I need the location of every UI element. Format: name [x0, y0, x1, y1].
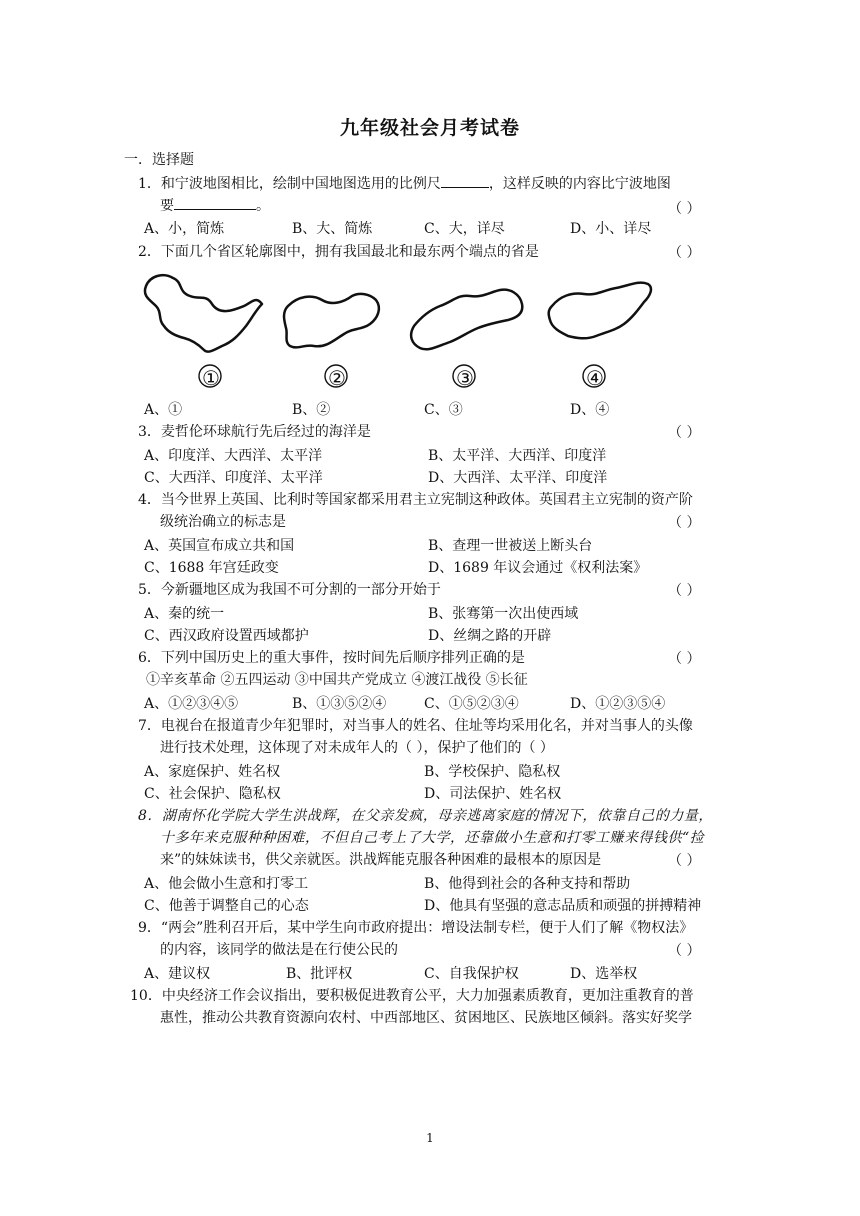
option-c: C、①⑤②③④: [424, 696, 519, 712]
option-d: D、选举权: [570, 966, 638, 982]
figure-label-4: ④: [586, 366, 604, 390]
province-outline-3: [411, 290, 522, 350]
question-10-line-2: 惠性，推动公共教育资源向农村、中西部地区、贫困地区、民族地区倾斜。落实好奖学: [160, 1010, 692, 1026]
answer-parentheses: （ ）: [668, 651, 701, 667]
option-b: B、批评权: [286, 966, 353, 982]
option-c: C、社会保护、隐私权: [144, 786, 281, 802]
answer-parentheses: （ ）: [668, 853, 701, 869]
question-9-line-2: 的内容，该同学的做法是在行使公民的: [160, 942, 398, 958]
question-6-stem: 6．下列中国历史上的重大事件，按时间先后顺序排列正确的是: [138, 650, 525, 666]
option-d: D、丝绸之路的开辟: [428, 628, 552, 644]
figure-label-3: ③: [456, 366, 474, 390]
question-5-stem: 5．今新疆地区成为我国不可分割的一部分开始于: [138, 582, 441, 598]
answer-blank: [441, 173, 489, 188]
question-3-stem: 3．麦哲伦环球航行先后经过的海洋是: [138, 424, 371, 440]
figure-label-1: ①: [202, 366, 220, 390]
answer-parentheses: （ ）: [668, 425, 701, 441]
option-c: C、他善于调整自己的心态: [144, 898, 309, 914]
option-a: A、印度洋、大西洋、太平洋: [144, 448, 323, 464]
question-8-line-3: 来”的妹妹读书，供父亲就医。洪战辉能克服各种困难的最根本的原因是: [160, 852, 602, 868]
option-d: D、④: [570, 402, 610, 418]
option-c: C、大西洋、印度洋、太平洋: [144, 470, 323, 486]
province-outline-1: [145, 275, 262, 351]
option-c: C、大，详尽: [424, 221, 505, 237]
question-10-line-1: 10．中央经济工作会议指出，要积极促进教育公平，大力加强素质教育，更加注重教育的普: [130, 988, 694, 1004]
question-6-events: ①辛亥革命 ②五四运动 ③中国共产党成立 ④渡江战役 ⑤长征: [146, 672, 528, 688]
option-d: D、1689 年议会通过《权利法案》: [428, 560, 648, 576]
answer-blank: [174, 195, 256, 210]
option-a: A、秦的统一: [144, 606, 225, 622]
option-b: B、大、简炼: [292, 221, 373, 237]
section-heading: 一．选择题: [124, 152, 194, 168]
answer-parentheses: （ ）: [668, 201, 701, 217]
option-a: A、他会做小生意和打零工: [144, 876, 309, 892]
answer-parentheses: （ ）: [668, 943, 701, 959]
option-a: A、英国宣布成立共和国: [144, 538, 295, 554]
option-b: B、他得到社会的各种支持和帮助: [424, 876, 631, 892]
option-b: B、②: [292, 402, 331, 418]
question-4-line-1: 4．当今世界上英国、比利时等国家都采用君主立宪制这种政体。英国君主立宪制的资产阶: [138, 492, 693, 508]
question-8-line-2: 十多年来克服种种困难，不但自己考上了大学，还靠做小生意和打零工赚来得钱供“捡: [160, 830, 705, 846]
answer-parentheses: （ ）: [668, 515, 701, 531]
option-b: B、学校保护、隐私权: [424, 764, 561, 780]
option-b: B、太平洋、大西洋、印度洋: [428, 448, 607, 464]
province-outline-4: [549, 283, 651, 339]
question-1-line-1: 1．和宁波地图相比，绘制中国地图选用的比例尺 ，这样反映的内容比宁波地图: [138, 173, 671, 194]
option-b: B、①③⑤②④: [292, 696, 387, 712]
question-2-stem: 2．下面几个省区轮廓图中，拥有我国最北和最东两个端点的省是: [138, 244, 539, 260]
answer-parentheses: （ ）: [668, 583, 701, 599]
question-1-line-2: 要 。: [160, 195, 270, 216]
option-a: A、①②③④⑤: [144, 696, 239, 712]
answer-parentheses: （ ）: [668, 245, 701, 261]
option-d: D、小、详尽: [570, 221, 652, 237]
option-c: C、自我保护权: [424, 966, 519, 982]
question-7-line-1: 7．电视台在报道青少年犯罪时，对当事人的姓名、住址等均采用化名，并对当事人的头像: [138, 718, 693, 734]
option-c: C、1688 年宫廷政变: [144, 560, 279, 576]
question-8-line-1: 8．湖南怀化学院大学生洪战辉，在父亲发疯，母亲逃离家庭的情况下，依靠自己的力量，: [138, 808, 713, 824]
option-b: B、查理一世被送上断头台: [428, 538, 593, 554]
page-number: 1: [426, 1131, 434, 1145]
option-c: C、③: [424, 402, 463, 418]
province-outline-2: [284, 294, 379, 347]
option-a: A、小，简炼: [144, 221, 225, 237]
option-a: A、家庭保护、姓名权: [144, 764, 281, 780]
question-7-line-2: 进行技术处理，这体现了对未成年人的（ ），保护了他们的（ ）: [160, 740, 554, 756]
exam-title: 九年级社会月考试卷: [339, 117, 520, 139]
question-4-line-2: 级统治确立的标志是: [160, 514, 286, 530]
option-d: D、大西洋、太平洋、印度洋: [428, 470, 608, 486]
option-a: A、①: [144, 402, 183, 418]
option-c: C、西汉政府设置西域都护: [144, 628, 309, 644]
option-d: D、①②③⑤④: [570, 696, 666, 712]
option-b: B、张骞第一次出使西域: [428, 606, 579, 622]
figure-label-2: ②: [328, 366, 346, 390]
option-a: A、建议权: [144, 966, 211, 982]
option-d: D、他具有坚强的意志品质和顽强的拼搏精神: [424, 898, 702, 914]
option-d: D、司法保护、姓名权: [424, 786, 562, 802]
question-9-line-1: 9．“两会”胜利召开后，某中学生向市政府提出：增设法制专栏，便于人们了解《物权法》: [138, 920, 694, 936]
